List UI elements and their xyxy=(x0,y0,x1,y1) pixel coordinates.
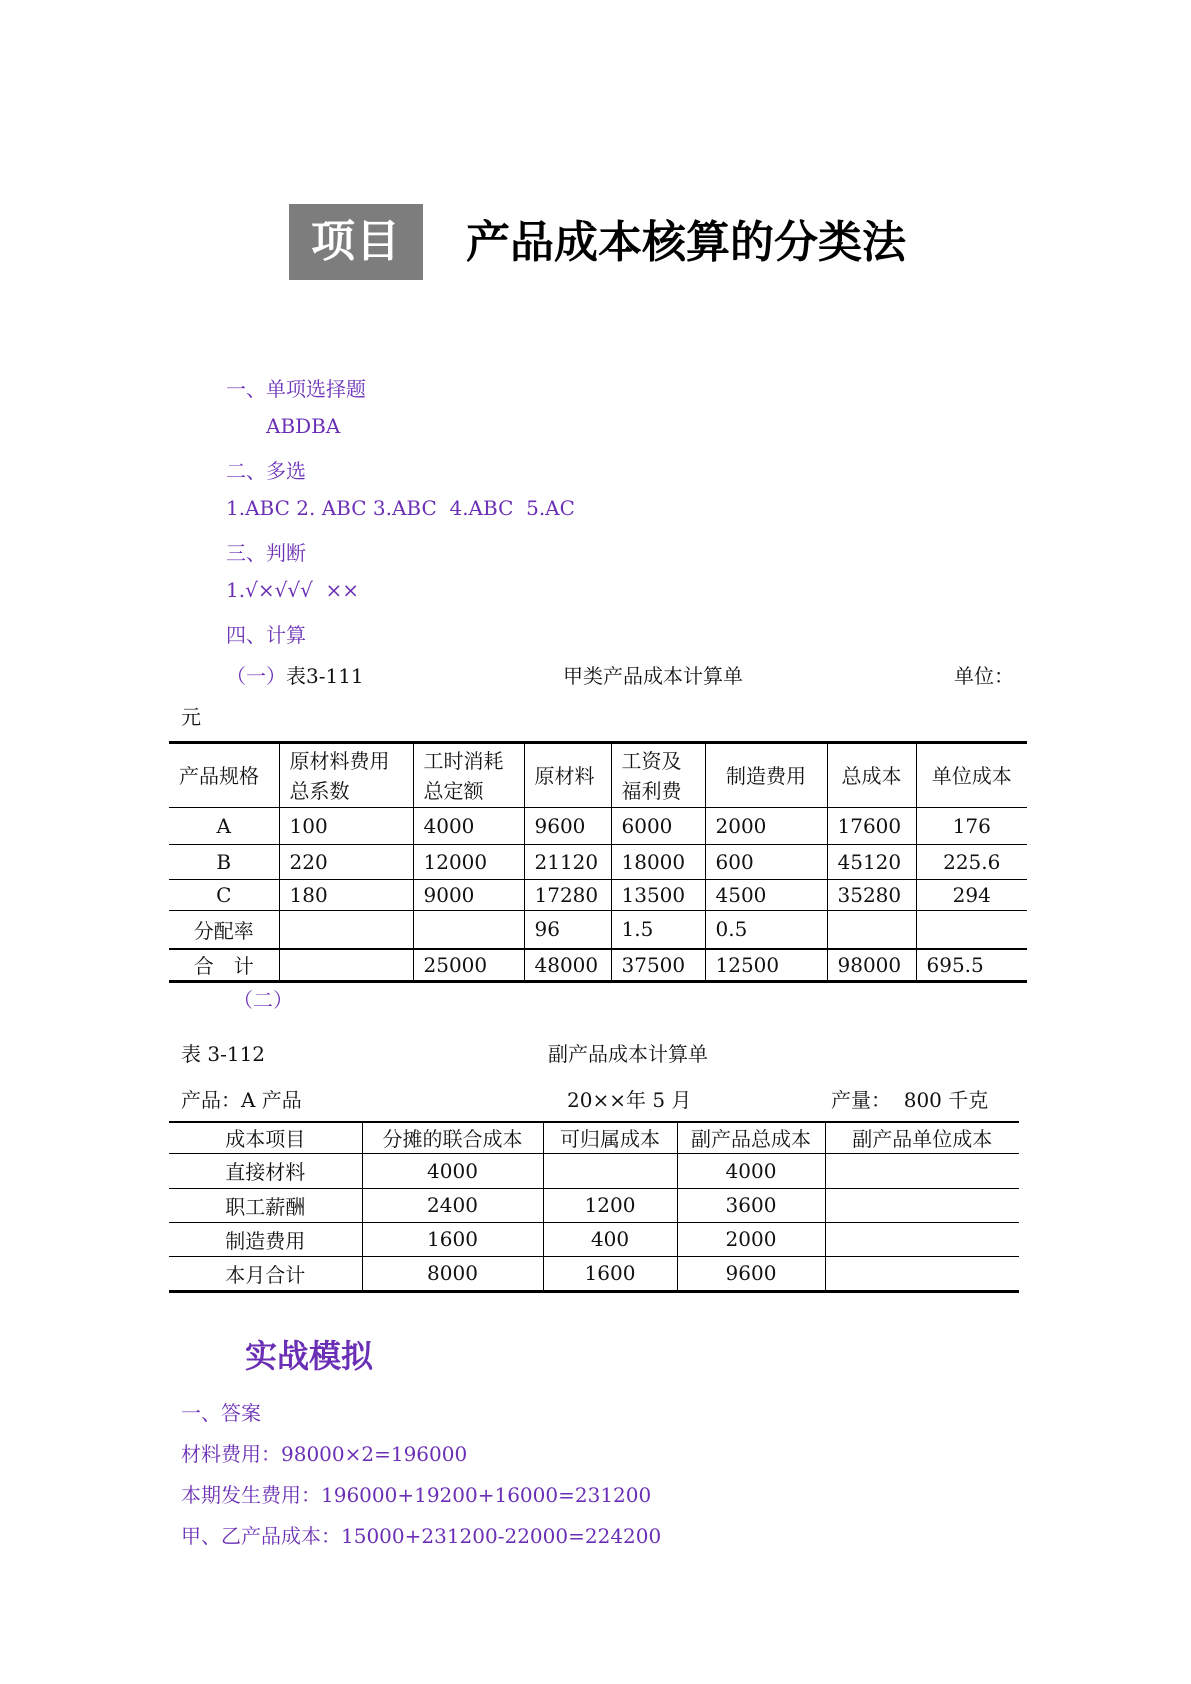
table2-cell: 1600 xyxy=(362,1222,543,1256)
table1-cell: 12000 xyxy=(413,845,524,880)
table1-header-cell: 原材料 xyxy=(524,743,611,808)
table1-header-cell: 单位成本 xyxy=(916,743,1027,808)
table1-cell xyxy=(279,911,413,949)
table1-cell: 180 xyxy=(279,880,413,911)
table1-cell: 48000 xyxy=(524,949,611,982)
table1-label-prefix: （一） xyxy=(226,664,286,688)
table-row xyxy=(169,808,1027,845)
table-row xyxy=(169,845,1027,880)
table2-period: 20××年 5 月 xyxy=(567,1088,692,1112)
table1-cell: 176 xyxy=(916,808,1027,845)
table2-product: 产品：A 产品 xyxy=(181,1088,302,1112)
table2-cell: 4000 xyxy=(362,1153,543,1188)
table-row xyxy=(169,949,1027,982)
title-badge: 项目七 xyxy=(289,204,423,280)
table2-cell: 直接材料 xyxy=(169,1153,362,1188)
table1-cell: 17600 xyxy=(827,808,916,845)
page-title: 产品成本核算的分类法 xyxy=(466,217,906,268)
table1-cell: 100 xyxy=(279,808,413,845)
table1-cell: 600 xyxy=(705,845,827,880)
table1-cell: 695.5 xyxy=(916,949,1027,982)
table1-cell: 2000 xyxy=(705,808,827,845)
table1-caption-unit-cont: 元 xyxy=(181,705,201,729)
table1-cell: B xyxy=(169,845,279,880)
table1-cell: 96 xyxy=(524,911,611,949)
practice-title: 实战模拟 xyxy=(245,1337,374,1375)
table2-cell: 制造费用 xyxy=(169,1222,362,1256)
table2-cell: 400 xyxy=(543,1222,677,1256)
table2-caption-title: 副产品成本计算单 xyxy=(548,1042,708,1066)
table2-cell: 1600 xyxy=(543,1256,677,1291)
table1-cell: 220 xyxy=(279,845,413,880)
table1-header-cell: 工时消耗总定额 xyxy=(413,743,524,808)
table2-header-row xyxy=(169,1122,1019,1153)
judgment-answers: 1.√×√√√ ×× xyxy=(226,578,360,602)
table1-cell: 225.6 xyxy=(916,845,1027,880)
table1-cell xyxy=(827,911,916,949)
table1-cell: 13500 xyxy=(611,880,705,911)
table2-cell: 2000 xyxy=(677,1222,825,1256)
table-row xyxy=(169,1188,1019,1222)
table1-cell: 9000 xyxy=(413,880,524,911)
table2-header-cell: 成本项目 xyxy=(169,1122,362,1153)
table2-cell: 8000 xyxy=(362,1256,543,1291)
table1-cell xyxy=(413,911,524,949)
table1-cell xyxy=(279,949,413,982)
table1-cell: 0.5 xyxy=(705,911,827,949)
table2-cell: 9600 xyxy=(677,1256,825,1291)
table1-header-cell: 产品规格 xyxy=(169,743,279,808)
table1-caption-prefix xyxy=(226,660,364,689)
product-cost-table xyxy=(169,741,1027,983)
table-row xyxy=(169,880,1027,911)
practice-line-period-cost: 本期发生费用：196000+19200+16000=231200 xyxy=(181,1483,652,1507)
table2-label-prefix: （二） xyxy=(233,988,293,1012)
table2-cell xyxy=(825,1153,1019,1188)
section-heading-single-choice: 一、单项选择题 xyxy=(226,377,366,401)
table1-cell: 37500 xyxy=(611,949,705,982)
table1-cell: A xyxy=(169,808,279,845)
table2-cell xyxy=(825,1222,1019,1256)
table2-cell: 职工薪酬 xyxy=(169,1188,362,1222)
section-heading-calculation: 四、计算 xyxy=(226,623,306,647)
table2-header-cell: 副产品单位成本 xyxy=(825,1122,1019,1153)
table1-cell: 35280 xyxy=(827,880,916,911)
table2-cell xyxy=(825,1256,1019,1291)
table1-cell: 25000 xyxy=(413,949,524,982)
table1-cell: 分配率 xyxy=(169,911,279,949)
practice-line-product-cost: 甲、乙产品成本：15000+231200-22000=224200 xyxy=(181,1524,662,1548)
byproduct-cost-table xyxy=(169,1121,1019,1293)
table2-cell: 1200 xyxy=(543,1188,677,1222)
table1-caption-unit: 单位： xyxy=(954,664,1014,688)
table1-cell: 12500 xyxy=(705,949,827,982)
table2-cell: 4000 xyxy=(677,1153,825,1188)
multi-choice-answers: 1.ABC 2. ABC 3.ABC 4.ABC 5.AC xyxy=(226,496,575,520)
table2-cell xyxy=(543,1153,677,1188)
practice-heading: 一、答案 xyxy=(181,1401,261,1425)
table2-cell: 2400 xyxy=(362,1188,543,1222)
table2-header-cell: 可归属成本 xyxy=(543,1122,677,1153)
table1-header-cell: 原材料费用总系数 xyxy=(279,743,413,808)
table-row xyxy=(169,1222,1019,1256)
table1-cell: 1.5 xyxy=(611,911,705,949)
practice-line-material: 材料费用：98000×2=196000 xyxy=(181,1442,468,1466)
table2-output: 产量： 800 千克 xyxy=(831,1088,989,1112)
table-row xyxy=(169,1256,1019,1291)
table1-cell: 4000 xyxy=(413,808,524,845)
section-heading-multi-choice: 二、多选 xyxy=(226,459,306,483)
table1-cell: 21120 xyxy=(524,845,611,880)
table1-header-cell: 工资及福利费 xyxy=(611,743,705,808)
table1-cell: 18000 xyxy=(611,845,705,880)
table1-cell: 294 xyxy=(916,880,1027,911)
section-heading-judgment: 三、判断 xyxy=(226,541,306,565)
table1-cell: 17280 xyxy=(524,880,611,911)
table-row xyxy=(169,911,1027,949)
table1-caption-id: 表3-111 xyxy=(286,664,364,688)
table-row xyxy=(169,1153,1019,1188)
table1-cell: 9600 xyxy=(524,808,611,845)
table2-cell: 本月合计 xyxy=(169,1256,362,1291)
table1-header-row xyxy=(169,743,1027,808)
single-choice-answers: ABDBA xyxy=(266,414,341,438)
table1-cell: C xyxy=(169,880,279,911)
table1-cell: 4500 xyxy=(705,880,827,911)
table2-cell: 3600 xyxy=(677,1188,825,1222)
table1-cell: 6000 xyxy=(611,808,705,845)
table1-header-cell: 制造费用 xyxy=(705,743,827,808)
table2-cell xyxy=(825,1188,1019,1222)
table1-cell: 98000 xyxy=(827,949,916,982)
table1-cell: 合 计 xyxy=(169,949,279,982)
table1-caption-title: 甲类产品成本计算单 xyxy=(563,664,743,688)
table1-cell: 45120 xyxy=(827,845,916,880)
table1-cell xyxy=(916,911,1027,949)
table1-header-cell: 总成本 xyxy=(827,743,916,808)
table2-caption-id: 表 3-112 xyxy=(181,1042,266,1066)
table2-header-cell: 分摊的联合成本 xyxy=(362,1122,543,1153)
table2-header-cell: 副产品总成本 xyxy=(677,1122,825,1153)
